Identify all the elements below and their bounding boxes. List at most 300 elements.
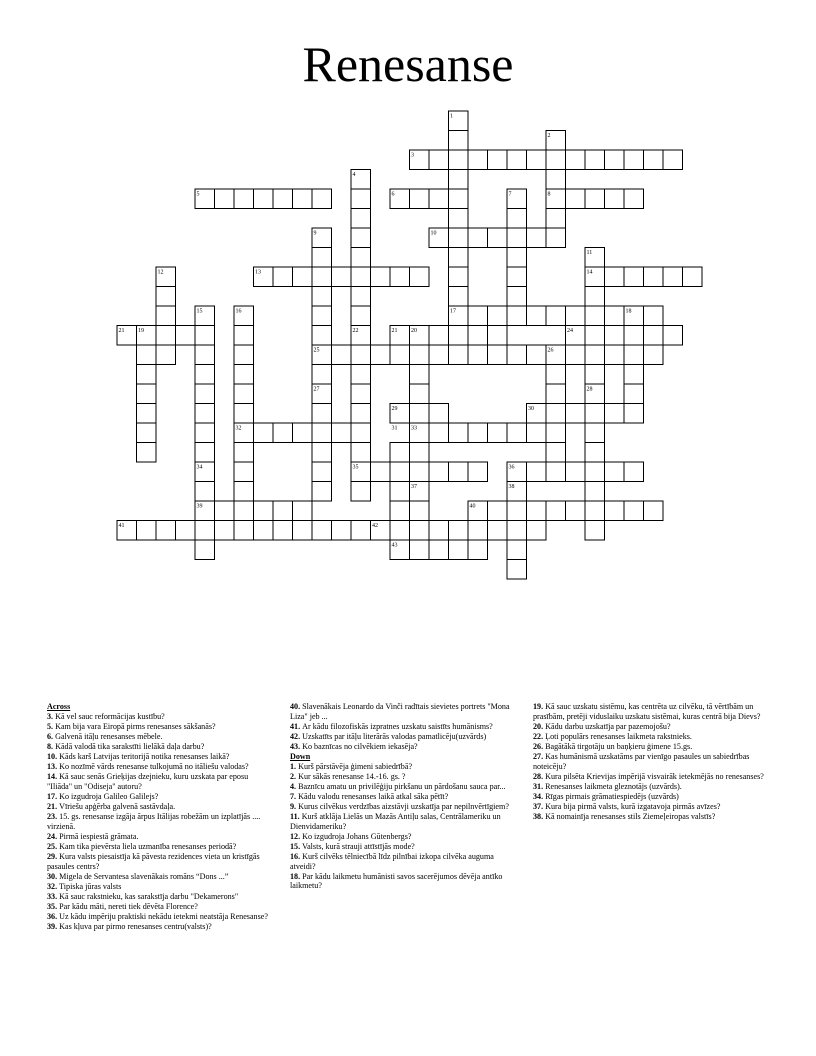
grid-cell[interactable] (546, 462, 566, 482)
clue-item (47, 722, 275, 732)
grid-cell[interactable] (585, 482, 605, 502)
grid-cell[interactable] (585, 462, 605, 482)
clue-number: 43 (391, 542, 398, 549)
clue-item (533, 782, 771, 792)
grid-cell[interactable] (410, 267, 430, 287)
grid-cell[interactable] (546, 384, 566, 404)
clue-item-text: Renesanses laikmeta gleznotājs (uzvārds). (545, 781, 682, 791)
grid-cell[interactable] (351, 209, 371, 229)
grid-cell[interactable] (234, 404, 254, 424)
grid-cell[interactable] (605, 326, 625, 346)
grid-cell[interactable] (312, 365, 332, 385)
grid-cell[interactable] (195, 345, 215, 365)
grid-cell[interactable] (585, 404, 605, 424)
grid-cell[interactable] (312, 189, 332, 209)
grid-cell[interactable] (527, 150, 547, 170)
grid-cell[interactable] (624, 150, 644, 170)
grid-cell[interactable] (312, 248, 332, 268)
grid-cell[interactable] (507, 501, 527, 521)
grid-cell[interactable] (546, 306, 566, 326)
grid-cell[interactable] (195, 404, 215, 424)
grid-cell[interactable] (351, 228, 371, 248)
grid-cell[interactable] (468, 423, 488, 443)
grid-cell[interactable] (273, 423, 293, 443)
grid-cell[interactable] (585, 150, 605, 170)
grid-cell[interactable] (507, 287, 527, 307)
grid-cell[interactable] (449, 540, 469, 560)
clue-number: 26 (547, 347, 554, 354)
clue-item (533, 792, 771, 802)
clue-section-heading: Across (47, 702, 71, 711)
grid-cell[interactable] (488, 150, 508, 170)
grid-cell[interactable] (410, 521, 430, 541)
grid-cell[interactable] (644, 267, 664, 287)
clue-number: 17 (450, 308, 456, 315)
grid-cell[interactable] (254, 501, 274, 521)
grid-cell[interactable] (585, 423, 605, 443)
clue-item (290, 842, 518, 852)
grid-cell[interactable] (410, 540, 430, 560)
clue-number: 7 (508, 191, 512, 198)
grid-cell[interactable] (273, 521, 293, 541)
clue-item (533, 732, 771, 742)
grid-cell[interactable] (624, 365, 644, 385)
clue-item-number: 39. (47, 922, 60, 932)
grid-cell[interactable] (527, 423, 547, 443)
grid-cell[interactable] (254, 423, 274, 443)
grid-cell[interactable] (429, 521, 449, 541)
grid-cell[interactable] (605, 345, 625, 365)
clue-item-number: 10. (47, 751, 60, 761)
clue-item (290, 782, 518, 792)
clue-number: 40 (469, 503, 476, 510)
grid-cell[interactable] (351, 365, 371, 385)
clue-number: 13 (255, 269, 261, 276)
grid-cell[interactable] (390, 345, 410, 365)
grid-cell[interactable] (312, 423, 332, 443)
grid-cell[interactable] (527, 345, 547, 365)
grid-cell[interactable] (605, 189, 625, 209)
grid-cell[interactable] (585, 189, 605, 209)
grid-cell[interactable] (468, 228, 488, 248)
clue-item (47, 912, 275, 922)
clue-number: 19 (138, 328, 144, 334)
grid-cell[interactable] (351, 248, 371, 268)
clue-item-number: 34. (533, 791, 546, 801)
grid-cell[interactable] (624, 384, 644, 404)
grid-cell[interactable] (390, 462, 410, 482)
clue-item (47, 772, 275, 791)
grid-cell[interactable] (351, 521, 371, 541)
grid-cell[interactable] (488, 306, 508, 326)
grid-cell[interactable] (546, 170, 566, 190)
clue-section-heading: Down (290, 751, 311, 761)
grid-cell[interactable] (351, 404, 371, 424)
grid-cell[interactable] (195, 326, 215, 346)
grid-cell[interactable] (137, 365, 157, 385)
grid-cell[interactable] (293, 501, 313, 521)
clue-item-number: 13. (47, 762, 60, 772)
grid-cell[interactable] (293, 521, 313, 541)
clue-item (47, 802, 275, 812)
clue-number: 6 (391, 191, 395, 198)
grid-cell[interactable] (410, 443, 430, 463)
clue-item-number: 30. (47, 871, 60, 881)
grid-cell[interactable] (312, 404, 332, 424)
grid-cell[interactable] (156, 521, 176, 541)
clue-number: 20 (411, 328, 417, 334)
grid-cell[interactable] (273, 189, 293, 209)
grid-cell[interactable] (527, 501, 547, 521)
clue-item-text: Ko nozīmē vārds renesanse tulkojumā no itāliešu valodas? (59, 762, 249, 772)
grid-cell[interactable] (195, 521, 215, 541)
clue-number: 1 (450, 113, 453, 120)
grid-cell[interactable] (449, 345, 469, 365)
grid-cell[interactable] (546, 443, 566, 463)
grid-cell[interactable] (312, 267, 332, 287)
page-title: Renesanse (302, 36, 514, 92)
grid-cell[interactable] (585, 287, 605, 307)
grid-cell[interactable] (527, 306, 547, 326)
grid-cell[interactable] (332, 423, 352, 443)
grid-cell[interactable] (273, 501, 293, 521)
grid-cell[interactable] (644, 345, 664, 365)
grid-cell[interactable] (644, 501, 664, 521)
clue-item (290, 772, 518, 782)
clue-number: 11 (586, 250, 593, 256)
grid-cell[interactable] (566, 306, 586, 326)
grid-cell[interactable] (507, 209, 527, 229)
grid-cell[interactable] (390, 482, 410, 502)
grid-cell[interactable] (429, 189, 449, 209)
grid-cell[interactable] (663, 326, 683, 346)
grid-cell[interactable] (507, 423, 527, 443)
clue-item (47, 852, 275, 871)
clue-number: 3 (411, 152, 414, 159)
grid-cell[interactable] (332, 521, 352, 541)
grid-cell[interactable] (624, 189, 644, 209)
grid-cell[interactable] (566, 345, 586, 365)
grid-cell[interactable] (507, 248, 527, 268)
clue-number: 12 (157, 269, 164, 276)
clue-number: 37 (411, 484, 417, 490)
grid-cell[interactable] (546, 501, 566, 521)
clue-item-number: 43. (290, 741, 303, 751)
clue-item (290, 732, 518, 742)
grid-cell[interactable] (663, 150, 683, 170)
grid-cell[interactable] (546, 228, 566, 248)
grid-cell[interactable] (449, 209, 469, 229)
grid-cell[interactable] (488, 423, 508, 443)
grid-cell[interactable] (351, 267, 371, 287)
clue-item (290, 792, 518, 802)
grid-cell[interactable] (585, 306, 605, 326)
grid-cell[interactable] (234, 326, 254, 346)
grid-cell[interactable] (351, 345, 371, 365)
grid-cell[interactable] (312, 326, 332, 346)
grid-cell[interactable] (234, 501, 254, 521)
grid-cell[interactable] (468, 306, 488, 326)
grid-cell[interactable] (195, 540, 215, 560)
grid-cell[interactable] (605, 501, 625, 521)
grid-cell[interactable] (449, 189, 469, 209)
clue-item-text: Kura bija pirmā valsts, kurā izgatavoja pirmās avīzes? (545, 801, 721, 811)
grid-cell[interactable] (449, 521, 469, 541)
grid-cell[interactable] (429, 345, 449, 365)
grid-cell[interactable] (449, 423, 469, 443)
grid-cell[interactable] (332, 345, 352, 365)
grid-cell[interactable] (644, 150, 664, 170)
grid-cell[interactable] (195, 423, 215, 443)
grid-cell[interactable] (624, 462, 644, 482)
grid-cell[interactable] (234, 189, 254, 209)
grid-cell[interactable] (410, 384, 430, 404)
clue-item-text: Par kādu māti, nereti tiek dēvēta Florence? (59, 901, 198, 911)
grid-cell[interactable] (507, 267, 527, 287)
grid-cell[interactable] (410, 345, 430, 365)
grid-cell[interactable] (468, 540, 488, 560)
grid-cell[interactable] (215, 189, 235, 209)
grid-cell[interactable] (644, 326, 664, 346)
grid-cell[interactable] (488, 326, 508, 346)
grid-cell[interactable] (312, 482, 332, 502)
grid-cell[interactable] (371, 267, 391, 287)
grid-cell[interactable] (429, 462, 449, 482)
grid-cell[interactable] (663, 267, 683, 287)
grid-cell[interactable] (449, 228, 469, 248)
grid-cell[interactable] (449, 267, 469, 287)
grid-cell[interactable] (468, 462, 488, 482)
clue-number: 14 (586, 269, 593, 276)
grid-cell[interactable] (156, 326, 176, 346)
grid-cell[interactable] (585, 345, 605, 365)
clue-item-number: 14. (47, 772, 60, 782)
clue-item-number: 5. (47, 721, 56, 731)
clue-item (533, 752, 771, 771)
grid-cell[interactable] (566, 150, 586, 170)
grid-cell[interactable] (234, 443, 254, 463)
grid-cell[interactable] (234, 345, 254, 365)
clue-item (533, 772, 771, 782)
grid-cell[interactable] (410, 365, 430, 385)
grid-cell[interactable] (449, 150, 469, 170)
grid-cell[interactable] (293, 423, 313, 443)
clue-item (47, 842, 275, 852)
grid-cell[interactable] (429, 326, 449, 346)
grid-cell[interactable] (312, 521, 332, 541)
grid-cell[interactable] (137, 443, 157, 463)
grid-cell[interactable] (351, 423, 371, 443)
clue-item-text: Kam bija vara Eiropā pirms renesanses sākšanās? (55, 721, 216, 731)
grid-cell[interactable] (566, 501, 586, 521)
clue-item-number: 22. (533, 731, 546, 741)
grid-cell[interactable] (176, 521, 196, 541)
grid-cell[interactable] (624, 267, 644, 287)
grid-cell[interactable] (546, 423, 566, 443)
grid-cell[interactable] (371, 345, 391, 365)
clue-number: 35 (352, 464, 359, 471)
grid-cell[interactable] (468, 345, 488, 365)
grid-cell[interactable] (195, 482, 215, 502)
grid-cell[interactable] (488, 228, 508, 248)
grid-cell[interactable] (293, 189, 313, 209)
grid-cell[interactable] (605, 404, 625, 424)
clue-item-number: 37. (533, 801, 546, 811)
grid-cell[interactable] (566, 462, 586, 482)
grid-cell[interactable] (429, 423, 449, 443)
grid-cell[interactable] (507, 560, 527, 580)
grid-cell[interactable] (312, 443, 332, 463)
clue-item-text: Kādā valodā tika sarakstīti lielākā daļa darbu? (55, 741, 205, 751)
grid-cell[interactable] (254, 189, 274, 209)
grid-cell[interactable] (195, 384, 215, 404)
clue-item-text: Slavenākais Leonardo da Vinči radītais sievietes portrets "Mona Liza" jeb ... (290, 702, 510, 721)
clue-number: 41 (118, 523, 125, 529)
grid-cell[interactable] (585, 501, 605, 521)
grid-cell[interactable] (468, 150, 488, 170)
grid-cell[interactable] (410, 462, 430, 482)
grid-cell[interactable] (312, 287, 332, 307)
grid-cell[interactable] (195, 443, 215, 463)
clue-item-number: 3. (47, 711, 56, 721)
grid-cell[interactable] (605, 267, 625, 287)
grid-cell[interactable] (566, 189, 586, 209)
grid-cell[interactable] (390, 443, 410, 463)
grid-cell[interactable] (429, 150, 449, 170)
grid-cell[interactable] (507, 306, 527, 326)
grid-cell[interactable] (566, 404, 586, 424)
grid-cell[interactable] (312, 306, 332, 326)
grid-cell[interactable] (234, 482, 254, 502)
grid-cell[interactable] (449, 326, 469, 346)
grid-cell[interactable] (507, 345, 527, 365)
grid-cell[interactable] (644, 306, 664, 326)
grid-cell[interactable] (293, 267, 313, 287)
grid-cell[interactable] (605, 150, 625, 170)
grid-cell[interactable] (254, 521, 274, 541)
clue-item-text: Baznīcu amatu un privilēģiju pirkšanu un pārdošanu sauca par... (298, 781, 506, 791)
grid-cell[interactable] (527, 462, 547, 482)
grid-cell[interactable] (429, 404, 449, 424)
clue-item-text: Kādu valodu renesanses laikā atkal sāka pētīt? (298, 791, 449, 801)
grid-cell[interactable] (332, 267, 352, 287)
grid-cell[interactable] (507, 150, 527, 170)
grid-cell[interactable] (371, 462, 391, 482)
grid-cell[interactable] (449, 462, 469, 482)
grid-cell[interactable] (683, 267, 703, 287)
grid-cell[interactable] (137, 404, 157, 424)
grid-cell[interactable] (507, 540, 527, 560)
clue-item-text: Rīgas pirmais grāmatiespiedējs (uzvārds) (545, 791, 679, 801)
grid-cell[interactable] (410, 189, 430, 209)
grid-cell[interactable] (546, 150, 566, 170)
grid-cell[interactable] (449, 170, 469, 190)
grid-cell[interactable] (156, 306, 176, 326)
grid-cell[interactable] (351, 189, 371, 209)
grid-cell[interactable] (351, 306, 371, 326)
grid-cell[interactable] (624, 326, 644, 346)
grid-cell[interactable] (351, 482, 371, 502)
grid-cell[interactable] (351, 443, 371, 463)
grid-cell[interactable] (624, 404, 644, 424)
grid-cell[interactable] (176, 326, 196, 346)
clue-item-number: 35. (47, 901, 60, 911)
grid-cell[interactable] (605, 306, 625, 326)
grid-cell[interactable] (605, 462, 625, 482)
grid-cell[interactable] (585, 365, 605, 385)
clue-item-number: 11. (290, 812, 302, 822)
grid-cell[interactable] (137, 521, 157, 541)
clue-number: 10 (430, 230, 437, 237)
clues-column-1 (47, 702, 275, 932)
grid-cell[interactable] (351, 287, 371, 307)
grid-cell[interactable] (137, 345, 157, 365)
grid-cell[interactable] (507, 521, 527, 541)
crossword-cells[interactable] (117, 111, 702, 579)
grid-cell[interactable] (585, 326, 605, 346)
grid-cell[interactable] (137, 423, 157, 443)
grid-cell[interactable] (585, 521, 605, 541)
grid-cell[interactable] (215, 501, 235, 521)
grid-cell[interactable] (546, 404, 566, 424)
clue-item (533, 742, 771, 752)
grid-cell[interactable] (137, 384, 157, 404)
grid-cell[interactable] (507, 228, 527, 248)
clue-number: 15 (196, 308, 203, 315)
clue-number: 38 (508, 484, 515, 490)
grid-cell[interactable] (234, 462, 254, 482)
grid-cell[interactable] (449, 131, 469, 151)
grid-cell[interactable] (449, 248, 469, 268)
grid-cell[interactable] (390, 267, 410, 287)
grid-cell[interactable] (449, 287, 469, 307)
clue-item-number: 38. (533, 812, 546, 822)
grid-cell[interactable] (585, 443, 605, 463)
grid-cell[interactable] (527, 228, 547, 248)
grid-cell[interactable] (410, 404, 430, 424)
clue-item-number: 6. (47, 731, 56, 741)
clue-item (533, 812, 771, 822)
grid-cell[interactable] (234, 521, 254, 541)
grid-cell[interactable] (546, 365, 566, 385)
grid-cell[interactable] (390, 501, 410, 521)
clue-item-number: 21. (47, 801, 60, 811)
grid-cell[interactable] (410, 501, 430, 521)
clue-item-text: Uzskatīts par itāļu literārās valodas pamatlicēju(uzvārds) (302, 731, 487, 741)
grid-cell[interactable] (234, 384, 254, 404)
grid-cell[interactable] (624, 345, 644, 365)
grid-cell[interactable] (156, 345, 176, 365)
grid-cell[interactable] (624, 501, 644, 521)
grid-cell[interactable] (351, 384, 371, 404)
grid-cell[interactable] (215, 521, 235, 541)
grid-cell[interactable] (429, 540, 449, 560)
grid-cell[interactable] (273, 267, 293, 287)
grid-cell[interactable] (312, 462, 332, 482)
grid-cell[interactable] (546, 209, 566, 229)
grid-cell[interactable] (527, 521, 547, 541)
grid-cell[interactable] (390, 521, 410, 541)
grid-cell[interactable] (156, 287, 176, 307)
grid-cell[interactable] (195, 365, 215, 385)
grid-cell[interactable] (468, 326, 488, 346)
grid-cell[interactable] (488, 521, 508, 541)
grid-cell[interactable] (488, 501, 508, 521)
grid-cell[interactable] (468, 521, 488, 541)
clue-number: 30 (528, 406, 534, 412)
grid-cell[interactable] (234, 365, 254, 385)
grid-cell[interactable] (488, 345, 508, 365)
